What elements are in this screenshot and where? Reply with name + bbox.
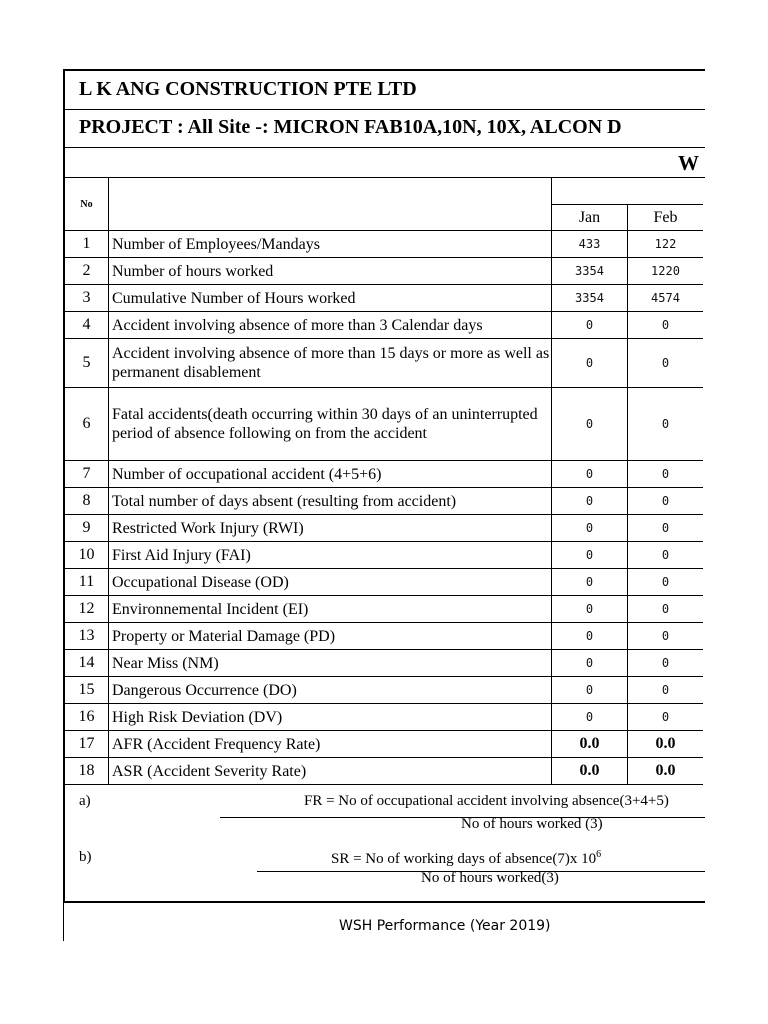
row-number: 12 bbox=[65, 596, 109, 623]
row-number: 14 bbox=[65, 650, 109, 677]
row-label: Environnemental Incident (EI) bbox=[109, 596, 552, 623]
formula-a-numerator: FR = No of occupational accident involving absence(3+4+5) bbox=[304, 793, 669, 809]
section-row bbox=[65, 147, 705, 178]
row-value-feb: 0 bbox=[628, 650, 704, 677]
row-value-jan: 0 bbox=[552, 515, 628, 542]
table-row bbox=[65, 623, 703, 650]
row-value-jan: 3354 bbox=[552, 285, 628, 312]
row-value-feb: 0.0 bbox=[628, 758, 704, 785]
table-row bbox=[65, 461, 703, 488]
table-row bbox=[65, 569, 703, 596]
row-value-jan: 0 bbox=[552, 596, 628, 623]
row-number: 2 bbox=[65, 258, 109, 285]
table-row bbox=[65, 388, 703, 461]
row-label: First Aid Injury (FAI) bbox=[109, 542, 552, 569]
row-number: 16 bbox=[65, 704, 109, 731]
section-letter: W bbox=[678, 151, 699, 175]
row-value-jan: 0 bbox=[552, 569, 628, 596]
row-number: 11 bbox=[65, 569, 109, 596]
row-label: Near Miss (NM) bbox=[109, 650, 552, 677]
row-number: 1 bbox=[65, 231, 109, 258]
row-value-feb: 0 bbox=[628, 515, 704, 542]
row-value-feb: 1220 bbox=[628, 258, 704, 285]
company-name: L K ANG CONSTRUCTION PTE LTD bbox=[79, 78, 417, 100]
table-row bbox=[65, 258, 703, 285]
report-sheet bbox=[63, 69, 705, 903]
row-value-jan: 0 bbox=[552, 704, 628, 731]
row-value-jan: 0 bbox=[552, 542, 628, 569]
row-label: Number of hours worked bbox=[109, 258, 552, 285]
row-value-jan: 0 bbox=[552, 312, 628, 339]
row-value-jan: 0 bbox=[552, 488, 628, 515]
row-label: AFR (Accident Frequency Rate) bbox=[109, 731, 552, 758]
row-number: 8 bbox=[65, 488, 109, 515]
formula-b-numerator bbox=[331, 849, 601, 868]
row-label: Cumulative Number of Hours worked bbox=[109, 285, 552, 312]
row-value-jan: 0.0 bbox=[552, 758, 628, 785]
row-value-feb: 0 bbox=[628, 339, 704, 388]
wsh-table bbox=[65, 177, 703, 785]
row-label: Restricted Work Injury (RWI) bbox=[109, 515, 552, 542]
row-label: Total number of days absent (resulting from accident) bbox=[109, 488, 552, 515]
table-row bbox=[65, 488, 703, 515]
row-label: Property or Material Damage (PD) bbox=[109, 623, 552, 650]
row-value-jan: 0 bbox=[552, 461, 628, 488]
row-value-feb: 0 bbox=[628, 312, 704, 339]
table-row bbox=[65, 515, 703, 542]
row-value-jan: 433 bbox=[552, 231, 628, 258]
row-label: Number of Employees/Mandays bbox=[109, 231, 552, 258]
description-header bbox=[109, 178, 552, 231]
row-value-feb: 0 bbox=[628, 542, 704, 569]
row-value-feb: 4574 bbox=[628, 285, 704, 312]
row-value-feb: 0 bbox=[628, 569, 704, 596]
row-label: Accident involving absence of more than 3 Calendar days bbox=[109, 312, 552, 339]
row-number: 13 bbox=[65, 623, 109, 650]
company-row bbox=[65, 71, 705, 110]
row-number: 6 bbox=[65, 388, 109, 461]
row-number: 18 bbox=[65, 758, 109, 785]
row-label: Fatal accidents(death occurring within 30 days of an uninterrupted period of absence following on from the accident bbox=[109, 388, 552, 461]
month-header-feb: Feb bbox=[628, 205, 704, 231]
table-row bbox=[65, 312, 703, 339]
row-number: 7 bbox=[65, 461, 109, 488]
row-number: 3 bbox=[65, 285, 109, 312]
row-value-feb: 122 bbox=[628, 231, 704, 258]
table-row bbox=[65, 596, 703, 623]
no-header: No bbox=[65, 178, 109, 231]
row-label: Accident involving absence of more than 15 days or more as well as permanent disablement bbox=[109, 339, 552, 388]
row-value-jan: 0 bbox=[552, 623, 628, 650]
row-value-feb: 0 bbox=[628, 488, 704, 515]
table-row bbox=[65, 677, 703, 704]
row-value-feb: 0.0 bbox=[628, 731, 704, 758]
formula-a-label: a) bbox=[79, 793, 91, 809]
project-row bbox=[65, 109, 705, 148]
row-value-jan: 0.0 bbox=[552, 731, 628, 758]
formula-b-denominator: No of hours worked(3) bbox=[421, 870, 559, 886]
table-row bbox=[65, 285, 703, 312]
row-value-feb: 0 bbox=[628, 623, 704, 650]
formula-b-numerator-text: SR = No of working days of absence(7)x 10 bbox=[331, 851, 597, 867]
row-value-feb: 0 bbox=[628, 677, 704, 704]
row-label: Occupational Disease (OD) bbox=[109, 569, 552, 596]
row-number: 10 bbox=[65, 542, 109, 569]
header-row-top bbox=[65, 178, 703, 205]
row-number: 17 bbox=[65, 731, 109, 758]
row-value-jan: 0 bbox=[552, 650, 628, 677]
row-number: 15 bbox=[65, 677, 109, 704]
formula-b-label: b) bbox=[79, 849, 92, 865]
table-row bbox=[65, 231, 703, 258]
row-label: Number of occupational accident (4+5+6) bbox=[109, 461, 552, 488]
footer-title: WSH Performance (Year 2019) bbox=[339, 918, 551, 934]
row-value-jan: 0 bbox=[552, 388, 628, 461]
row-value-feb: 0 bbox=[628, 461, 704, 488]
row-value-feb: 0 bbox=[628, 704, 704, 731]
row-value-jan: 0 bbox=[552, 677, 628, 704]
row-value-jan: 0 bbox=[552, 339, 628, 388]
formula-a-denominator: No of hours worked (3) bbox=[461, 816, 603, 832]
row-value-jan: 3354 bbox=[552, 258, 628, 285]
row-number: 9 bbox=[65, 515, 109, 542]
table-row bbox=[65, 758, 703, 785]
row-number: 5 bbox=[65, 339, 109, 388]
row-label: High Risk Deviation (DV) bbox=[109, 704, 552, 731]
row-number: 4 bbox=[65, 312, 109, 339]
row-value-feb: 0 bbox=[628, 388, 704, 461]
formula-b-exponent: 6 bbox=[596, 849, 602, 860]
row-value-feb: 0 bbox=[628, 596, 704, 623]
table-row bbox=[65, 704, 703, 731]
table-row bbox=[65, 339, 703, 388]
table-row bbox=[65, 731, 703, 758]
row-label: Dangerous Occurrence (DO) bbox=[109, 677, 552, 704]
table-row bbox=[65, 650, 703, 677]
month-group-header bbox=[552, 178, 704, 205]
project-title: PROJECT : All Site -: MICRON FAB10A,10N, 10X, ALCON D bbox=[79, 116, 622, 138]
row-label: ASR (Accident Severity Rate) bbox=[109, 758, 552, 785]
table-row bbox=[65, 542, 703, 569]
month-header-jan: Jan bbox=[552, 205, 628, 231]
